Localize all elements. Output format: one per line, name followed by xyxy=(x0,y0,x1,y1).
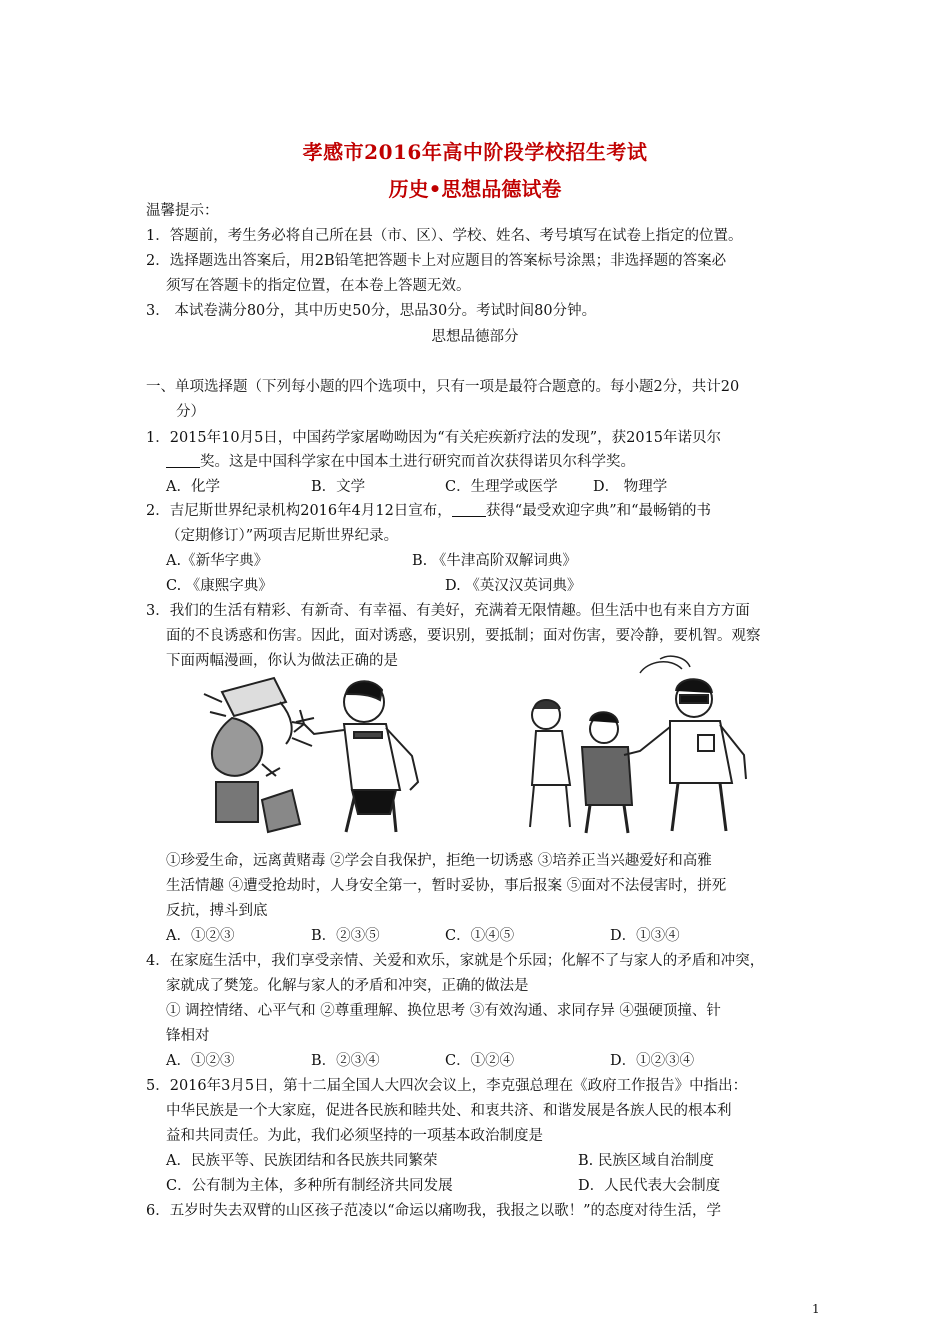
section-title: 思想品德部分 xyxy=(431,329,519,345)
q3-option-a: A．①②③ xyxy=(166,928,235,944)
answer-blank xyxy=(166,453,200,468)
q1-option-b: B．文学 xyxy=(311,479,366,495)
q3-statements-3: 反抗，搏斗到底 xyxy=(166,903,268,919)
part1-heading: 一、单项选择题（下列每小题的四个选项中，只有一项是最符合题意的。每小题2分，共计20 xyxy=(146,379,740,395)
q1-option-a: A．化学 xyxy=(166,479,220,495)
q4-stem-cont: 家就成了樊笼。化解与家人的矛盾和冲突，正确的做法是 xyxy=(166,978,529,994)
cartoon-refusing-temptation xyxy=(196,672,442,836)
q5-stem: 5．2016年3月5日，第十二届全国人大四次会议上，李克强总理在《政府工作报告》中指出： xyxy=(146,1078,748,1094)
q3-statements-2: 生活情趣 ④遭受抢劫时，人身安全第一，暂时妥协，事后报案 ⑤面对不法侵害时，拼死 xyxy=(166,878,727,894)
q4-option-c: C．①②④ xyxy=(445,1053,515,1069)
q2-stem: 2．吉尼斯世界纪录机构2016年4月12日宣布， 获得“最受欢迎字典”和“最畅销的书 xyxy=(146,503,712,519)
q5-option-b: B. 民族区域自治制度 xyxy=(578,1153,714,1169)
q4-statements-2: 锋相对 xyxy=(166,1028,210,1044)
cartoon-robbery-scene xyxy=(520,655,760,837)
answer-blank xyxy=(452,502,486,517)
q2-option-d: D. 《英汉汉英词典》 xyxy=(445,578,582,594)
q1-stem: 1．2015年10月5日，中国药学家屠呦呦因为“有关疟疾新疗法的发现”，获2015年诺贝尔 xyxy=(146,430,722,446)
q5-stem-cont1: 中华民族是一个大家庭，促进各民族和睦共处、和衷共济、和谐发展是各族人民的根本利 xyxy=(166,1103,732,1119)
tip-2-cont: 须写在答题卡的指定位置，在本卷上答题无效。 xyxy=(166,278,471,294)
q3-option-b: B．②③⑤ xyxy=(311,928,380,944)
q1-option-c: C．生理学或医学 xyxy=(445,479,558,495)
part1-heading-cont: 分） xyxy=(176,404,205,420)
q5-option-d: D．人民代表大会制度 xyxy=(578,1178,721,1194)
q5-stem-cont2: 益和共同责任。为此，我们必须坚持的一项基本政治制度是 xyxy=(166,1128,543,1144)
exam-subtitle: 历史•思想品德试卷 xyxy=(388,177,562,201)
page-number: 1 xyxy=(812,1302,820,1316)
q5-option-a: A．民族平等、民族团结和各民族共同繁荣 xyxy=(166,1153,438,1169)
tips-heading: 温馨提示： xyxy=(146,203,219,219)
q4-option-a: A．①②③ xyxy=(166,1053,235,1069)
q2-stem-cont: （定期修订）”两项吉尼斯世界纪录。 xyxy=(166,528,399,544)
exam-title: 孝感市2016年高中阶段学校招生考试 xyxy=(302,140,648,164)
q4-option-d: D．①②③④ xyxy=(610,1053,695,1069)
q3-stem: 3．我们的生活有精彩、有新奇、有幸福、有美好，充满着无限情趣。但生活中也有来自方方面 xyxy=(146,603,750,619)
q1-option-d: D． 物理学 xyxy=(593,479,668,495)
tip-3: 3． 本试卷满分80分，其中历史50分，思品30分。考试时间80分钟。 xyxy=(146,303,597,319)
q2-option-a: A.《新华字典》 xyxy=(166,553,269,569)
q2-option-b: B. 《牛津高阶双解词典》 xyxy=(412,553,577,569)
q3-option-d: D．①③④ xyxy=(610,928,680,944)
q5-option-c: C．公有制为主体，多种所有制经济共同发展 xyxy=(166,1178,453,1194)
tip-2: 2．选择题选出答案后，用2B铅笔把答题卡上对应题目的答案标号涂黑；非选择题的答案必 xyxy=(146,253,727,269)
q3-option-c: C．①④⑤ xyxy=(445,928,515,944)
q4-stem: 4．在家庭生活中，我们享受亲情、关爱和欢乐，家就是个乐园；化解不了与家人的矛盾和冲突， xyxy=(146,953,765,969)
q3-stem-cont2: 下面两幅漫画，你认为做法正确的是 xyxy=(166,653,398,669)
q4-statements-1: ① 调控情绪、心平气和 ②尊重理解、换位思考 ③有效沟通、求同存异 ④强硬顶撞、针 xyxy=(166,1003,721,1019)
q3-statements-1: ①珍爱生命，远离黄赌毒 ②学会自我保护，拒绝一切诱惑 ③培养正当兴趣爱好和高雅 xyxy=(166,853,712,869)
q3-stem-cont1: 面的不良诱惑和伤害。因此，面对诱惑，要识别，要抵制；面对伤害，要冷静，要机智。观察 xyxy=(166,628,761,644)
q6-stem: 6．五岁时失去双臂的山区孩子范凌以“命运以痛吻我，我报之以歌！”的态度对待生活，学 xyxy=(146,1203,722,1219)
q4-option-b: B．②③④ xyxy=(311,1053,380,1069)
tip-1: 1．答题前，考生务必将自己所在县（市、区）、学校、姓名、考号填写在试卷上指定的位置。 xyxy=(146,228,743,244)
q1-stem-cont: 奖。这是中国科学家在中国本土进行研究而首次获得诺贝尔科学奖。 xyxy=(166,452,635,472)
q2-option-c: C. 《康熙字典》 xyxy=(166,578,273,594)
